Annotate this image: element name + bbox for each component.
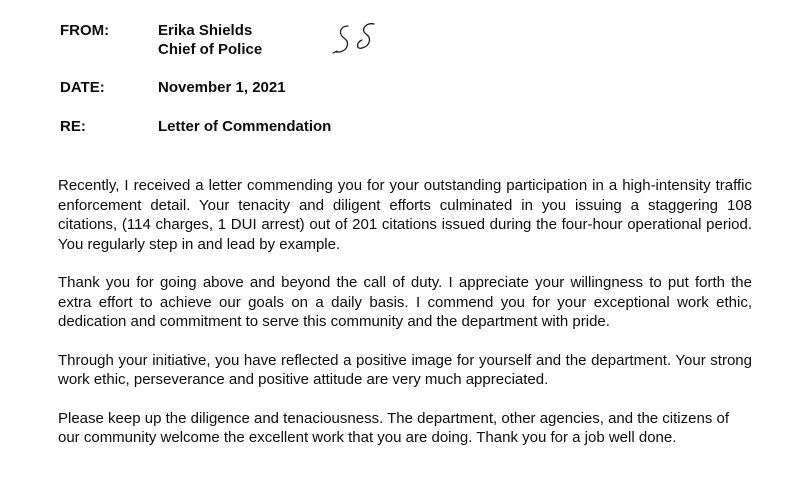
re-row [60,118,760,138]
from-label: FROM: [60,22,110,39]
re-value: Letter of Commendation [158,118,332,135]
memo-body [58,176,752,467]
body-paragraph-4: Please keep up the diligence and tenaciousness. The department, other agencies, and the citizens of our community welcome the excellent work that you are doing. Thank you for a job well done. [58,409,730,446]
from-name: Erika Shields [158,22,253,39]
body-paragraph-1: Recently, I received a letter commending you for your outstanding participation in a high-intensity traffic enforcement detail. Your tenacity and diligent efforts culminated in you issuing a staggering 108 citations, (114 charges, 1 DUI arrest) out of 201 citations issued during the four-hour operational period. You regularly step in and lead by example. [58,177,752,253]
date-row [60,79,760,99]
body-paragraph-3: Through your initiative, you have reflected a positive image for yourself and the department. Your strong work ethic, perseverance and positive attitude are very much appreciated. [58,351,752,388]
re-label: RE: [60,118,86,135]
handwritten-initials-signature [330,22,390,64]
date-label: DATE: [60,79,105,96]
date-value: November 1, 2021 [158,79,286,96]
from-title-row [60,41,760,61]
from-title: Chief of Police [158,41,263,58]
from-row [60,22,760,42]
body-paragraph-2: Thank you for going above and beyond the call of duty. I appreciate your willingness to put forth the extra effort to achieve our goals on a daily basis. I commend you for your exceptional work ethic, dedication and commitment to serve this community and the department with pride. [58,274,752,330]
